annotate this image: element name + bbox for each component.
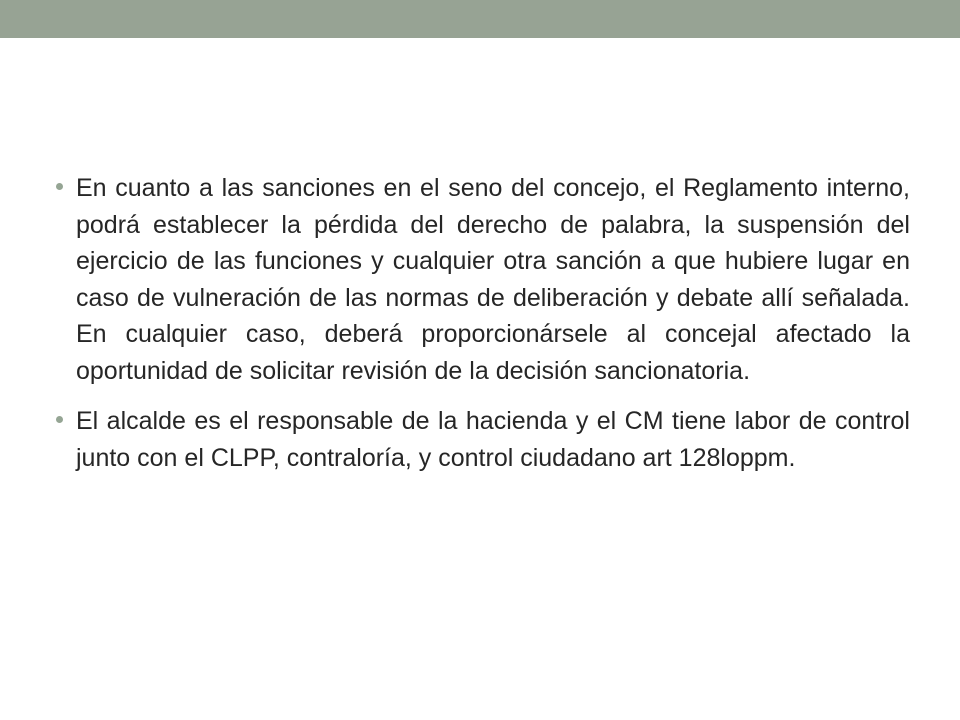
bullet-item-sanctions	[56, 170, 910, 389]
bullet-text: En cuanto a las sanciones en el seno del concejo, el Reglamento interno, podrá establecer la pérdida del derecho de palabra, la suspensión del ejercicio de las funciones y cualquier otra sanción a que hubiere lugar en caso de vulneración de las normas de deliberación y debate allí señalada. En cualquier caso, deberá proporcionársele al concejal afectado la oportunidad de solicitar revisión de la decisión sancionatoria.	[76, 174, 910, 385]
bullet-dot-icon	[56, 183, 63, 190]
bullet-dot-icon	[56, 416, 63, 423]
bullet-list	[56, 170, 910, 476]
bullet-text: El alcalde es el responsable de la hacienda y el CM tiene labor de control junto con el CLPP, contraloría, y control ciudadano art 128loppm.	[76, 407, 910, 472]
slide-body	[56, 170, 910, 490]
slide-header-bar	[0, 0, 960, 38]
bullet-item-mayor	[56, 403, 910, 476]
